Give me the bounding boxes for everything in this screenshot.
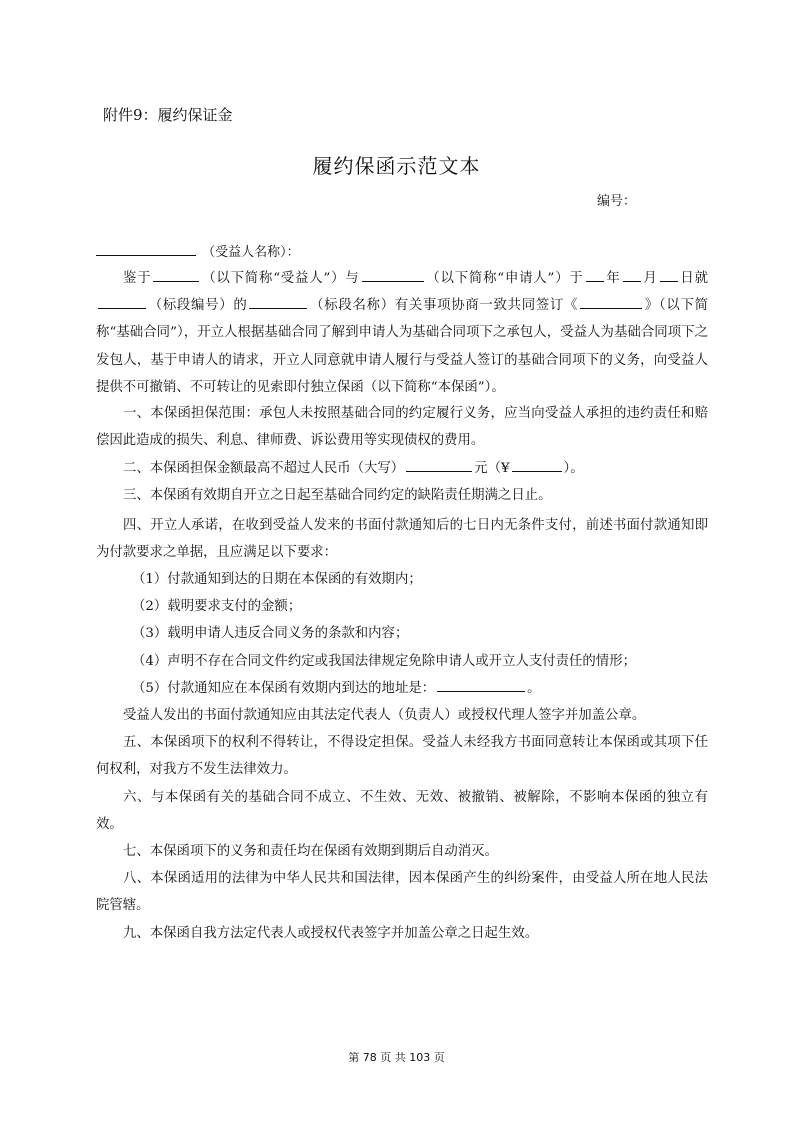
section-name-blank[interactable] <box>249 294 307 309</box>
clause-5-text: 五、本保函项下的权利不得转让，不得设定担保。受益人未经我方书面同意转让本保函或其项下任何权利，对我方不发生法律效力。 <box>96 735 708 778</box>
clause-8-text: 八、本保函适用的法律为中华人民共和国法律，因本保函产生的纠纷案件，由受益人所在地人民法院管辖。 <box>96 871 708 914</box>
contract-name-blank[interactable] <box>580 294 642 309</box>
month-blank[interactable] <box>623 267 641 282</box>
requirement-item-address: （5）付款通知应在本保函有效期内到达的地址是： 。 <box>96 675 708 702</box>
clause-3 <box>96 482 708 509</box>
intro-text: 鉴于 （以下简称“受益人”）与 （以下简称“申请人”）于 年 月 日就（标段编号）的 （标段名称）有关事项协商一致共同签订《 》（以下简称“基础合同”），开立人根据基础合同了解到申请人为基础合同项下之承包人，受益人为基础合同项下之发包人，基于申请人的请求，开立人同意就申请人履行与受益人签订的基础合同项下的义务，向受益人提供不可撤销、不可转让的见索即付独立保函（以下简称“本保函”）。 <box>96 265 708 401</box>
clause-9 <box>96 920 708 947</box>
clause-5 <box>96 729 708 783</box>
requirement-item: （1）付款通知到达的日期在本保函的有效期内； <box>132 572 422 587</box>
requirement-list <box>96 566 708 702</box>
recipient-name-blank[interactable] <box>96 241 196 256</box>
clause-4-text: 四、开立人承诺，在收到受益人发来的书面付款通知后的七日内无条件支付，前述书面付款通知即为付款要求之单据，且应满足以下要求： <box>96 518 708 561</box>
signature-note <box>96 702 708 729</box>
clause-8 <box>96 865 708 919</box>
clause-1-text: 一、本保函担保范围：承包人未按照基础合同的约定履行义务，应当向受益人承担的违约责任和赔偿因此造成的损失、利息、律师费、诉讼费用等实现债权的费用。 <box>96 406 708 449</box>
page-number: 第 78 页 共 103 页 <box>348 1051 445 1064</box>
clause-6-text: 六、与本保函有关的基础合同不成立、不生效、无效、被撤销、被解除，不影响本保函的独立有效。 <box>96 790 708 833</box>
attachment-label: 附件9：履约保证金 <box>103 106 233 124</box>
clause-1 <box>96 400 708 454</box>
signature-note-text: 受益人发出的书面付款通知应由其法定代表人（负责人）或授权代理人签字并加盖公章。 <box>123 708 646 723</box>
clause-9-text: 九、本保函自我方法定代表人或授权代表签字并加盖公章之日起生效。 <box>123 926 539 941</box>
clause-6 <box>96 784 708 838</box>
amount-figures-blank[interactable] <box>512 457 562 472</box>
clause-3-text: 三、本保函有效期自开立之日起至基础合同约定的缺陷责任期满之日止。 <box>123 488 552 503</box>
recipient-suffix: （受益人名称）： <box>202 245 300 260</box>
amount-words-blank[interactable] <box>406 457 472 472</box>
clause-2 <box>96 455 708 482</box>
beneficiary-blank[interactable] <box>153 267 199 282</box>
clause-4 <box>96 512 708 566</box>
requirement-item: （4）声明不存在合同文件约定或我国法律规定免除申请人或开立人支付责任的情形； <box>132 653 636 669</box>
recipient-line <box>96 241 300 260</box>
section-number-blank[interactable] <box>98 294 146 309</box>
day-blank[interactable] <box>660 267 678 282</box>
requirement-item: （2）载明要求支付的金额； <box>132 599 302 615</box>
clause-7-text: 七、本保函项下的义务和责任均在保函有效期到期后自动消灭。 <box>123 844 498 859</box>
requirement-item: （3）载明申请人违反合同义务的条款和内容； <box>132 626 409 642</box>
year-blank[interactable] <box>586 267 604 282</box>
applicant-blank[interactable] <box>362 267 424 282</box>
intro-paragraph <box>96 265 708 401</box>
document-title: 履约保函示范文本 <box>312 154 481 178</box>
clause-2-text: 二、本保函担保金额最高不超过人民币（大写） 元（¥ ）。 <box>96 455 708 482</box>
serial-number-label: 编号： <box>597 194 637 209</box>
clause-7 <box>96 838 708 865</box>
address-blank[interactable] <box>437 677 525 692</box>
